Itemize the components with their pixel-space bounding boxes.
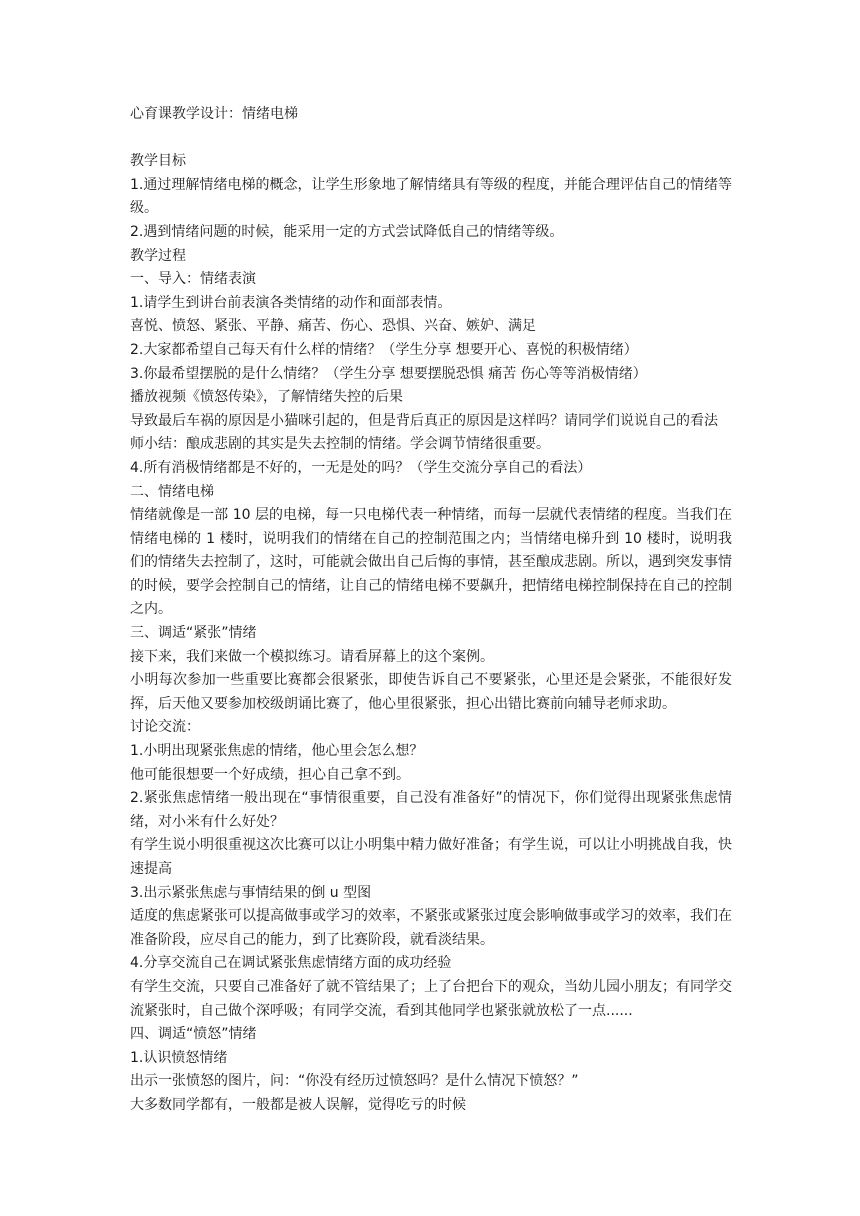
- paragraph: 小明每次参加一些重要比赛都会很紧张，即使告诉自己不要紧张，心里还是会紧张，不能很好发挥，后天他又要参加校级朗诵比赛了，他心里很紧张，担心出错比赛前向辅导老师求助。: [130, 672, 732, 712]
- paragraph: 4.分享交流自己在调试紧张焦虑情绪方面的成功经验: [130, 955, 452, 972]
- paragraph: 4.所有消极情绪都是不好的，一无是处的吗？（学生交流分享自己的看法）: [130, 459, 592, 476]
- objective-2: 2.遇到情绪问题的时候，能采用一定的方式尝试降低自己的情绪等级。: [130, 223, 564, 240]
- paragraph: 情绪就像是一部 10 层的电梯，每一只电梯代表一种情绪，而每一层就代表情绪的程度。当我们在情绪电梯的 1 楼时，说明我们的情绪在自己的控制范围之内；当情绪电梯升到 10 楼时，说明我们的情绪失去控制了，这时，可能就会做出自己后悔的事情，甚至酿成悲剧。所以，遇到突发事情的时候，要学会控制自己的情绪，让自己的情绪电梯不要飙升，把情绪电梯控制保持在自己的控制之内。: [130, 507, 732, 618]
- paragraph: 有学生交流，只要自己准备好了就不管结果了；上了台把台下的观众，当幼儿园小朋友；有同学交流紧张时，自己做个深呼吸；有同学交流，看到其他同学也紧张就放松了一点......: [130, 978, 732, 1019]
- heading-process: 教学过程: [130, 247, 186, 264]
- paragraph: 播放视频《愤怒传染》，了解情绪失控的后果: [130, 389, 403, 406]
- paragraph: 讨论交流：: [130, 719, 200, 736]
- paragraph: 3.出示紧张焦虑与事情结果的倒 u 型图: [130, 884, 372, 901]
- section-1-heading: 一、导入：情绪表演: [130, 271, 256, 288]
- paragraph: 有学生说小明很重视这次比赛可以让小明集中精力做好准备；有学生说，可以让小明挑战自我，快速提高: [130, 837, 732, 877]
- document-page: [130, 103, 732, 1118]
- paragraph: 他可能很想要一个好成绩，担心自己拿不到。: [130, 766, 410, 783]
- section-2-heading: 二、情绪电梯: [130, 483, 214, 500]
- objective-1: 1.通过理解情绪电梯的概念，让学生形象地了解情绪具有等级的程度，并能合理评估自己的情绪等级。: [130, 176, 732, 217]
- paragraph: 大多数同学都有，一般都是被人误解，觉得吃亏的时候: [130, 1096, 466, 1113]
- paragraph: 2.大家都希望自己每天有什么样的情绪？（学生分享 想要开心、喜悦的积极情绪）: [130, 341, 638, 358]
- paragraph: 适度的焦虑紧张可以提高做事或学习的效率，不紧张或紧张过度会影响做事或学习的效率，我们在准备阶段，应尽自己的能力，到了比赛阶段，就看淡结果。: [130, 908, 732, 948]
- paragraph: 1.小明出现紧张焦虑的情绪，他心里会怎么想？: [130, 743, 424, 760]
- paragraph: 2.紧张焦虑情绪一般出现在“事情很重要，自己没有准备好”的情况下，你们觉得出现紧张焦虑情绪，对小米有什么好处？: [130, 790, 732, 830]
- paragraph: 喜悦、愤怒、紧张、平静、痛苦、伤心、恐惧、兴奋、嫉妒、满足: [130, 318, 536, 335]
- section-3-heading: 三、调适“紧张”情绪: [130, 625, 257, 642]
- paragraph: 1.请学生到讲台前表演各类情绪的动作和面部表情。: [130, 294, 452, 311]
- paragraph: 接下来，我们来做一个模拟练习。请看屏幕上的这个案例。: [130, 648, 494, 665]
- paragraph: 出示一张愤怒的图片，问：“你没有经历过愤怒吗？是什么情况下愤怒？”: [130, 1073, 579, 1090]
- paragraph: 3.你最希望摆脱的是什么情绪？（学生分享 想要摆脱恐惧 痛苦 伤心等等消极情绪）: [130, 365, 647, 382]
- heading-objectives: 教学目标: [130, 153, 186, 170]
- paragraph: 导致最后车祸的原因是小猫咪引起的，但是背后真正的原因是这样吗？请同学们说说自己的看法: [130, 412, 718, 429]
- document-title: 心育课教学设计：情绪电梯: [130, 106, 298, 122]
- paragraph: 师小结：酿成悲剧的其实是失去控制的情绪。学会调节情绪很重要。: [130, 436, 550, 453]
- section-4-heading: 四、调适“愤怒”情绪: [130, 1026, 257, 1043]
- paragraph: 1.认识愤怒情绪: [130, 1049, 228, 1066]
